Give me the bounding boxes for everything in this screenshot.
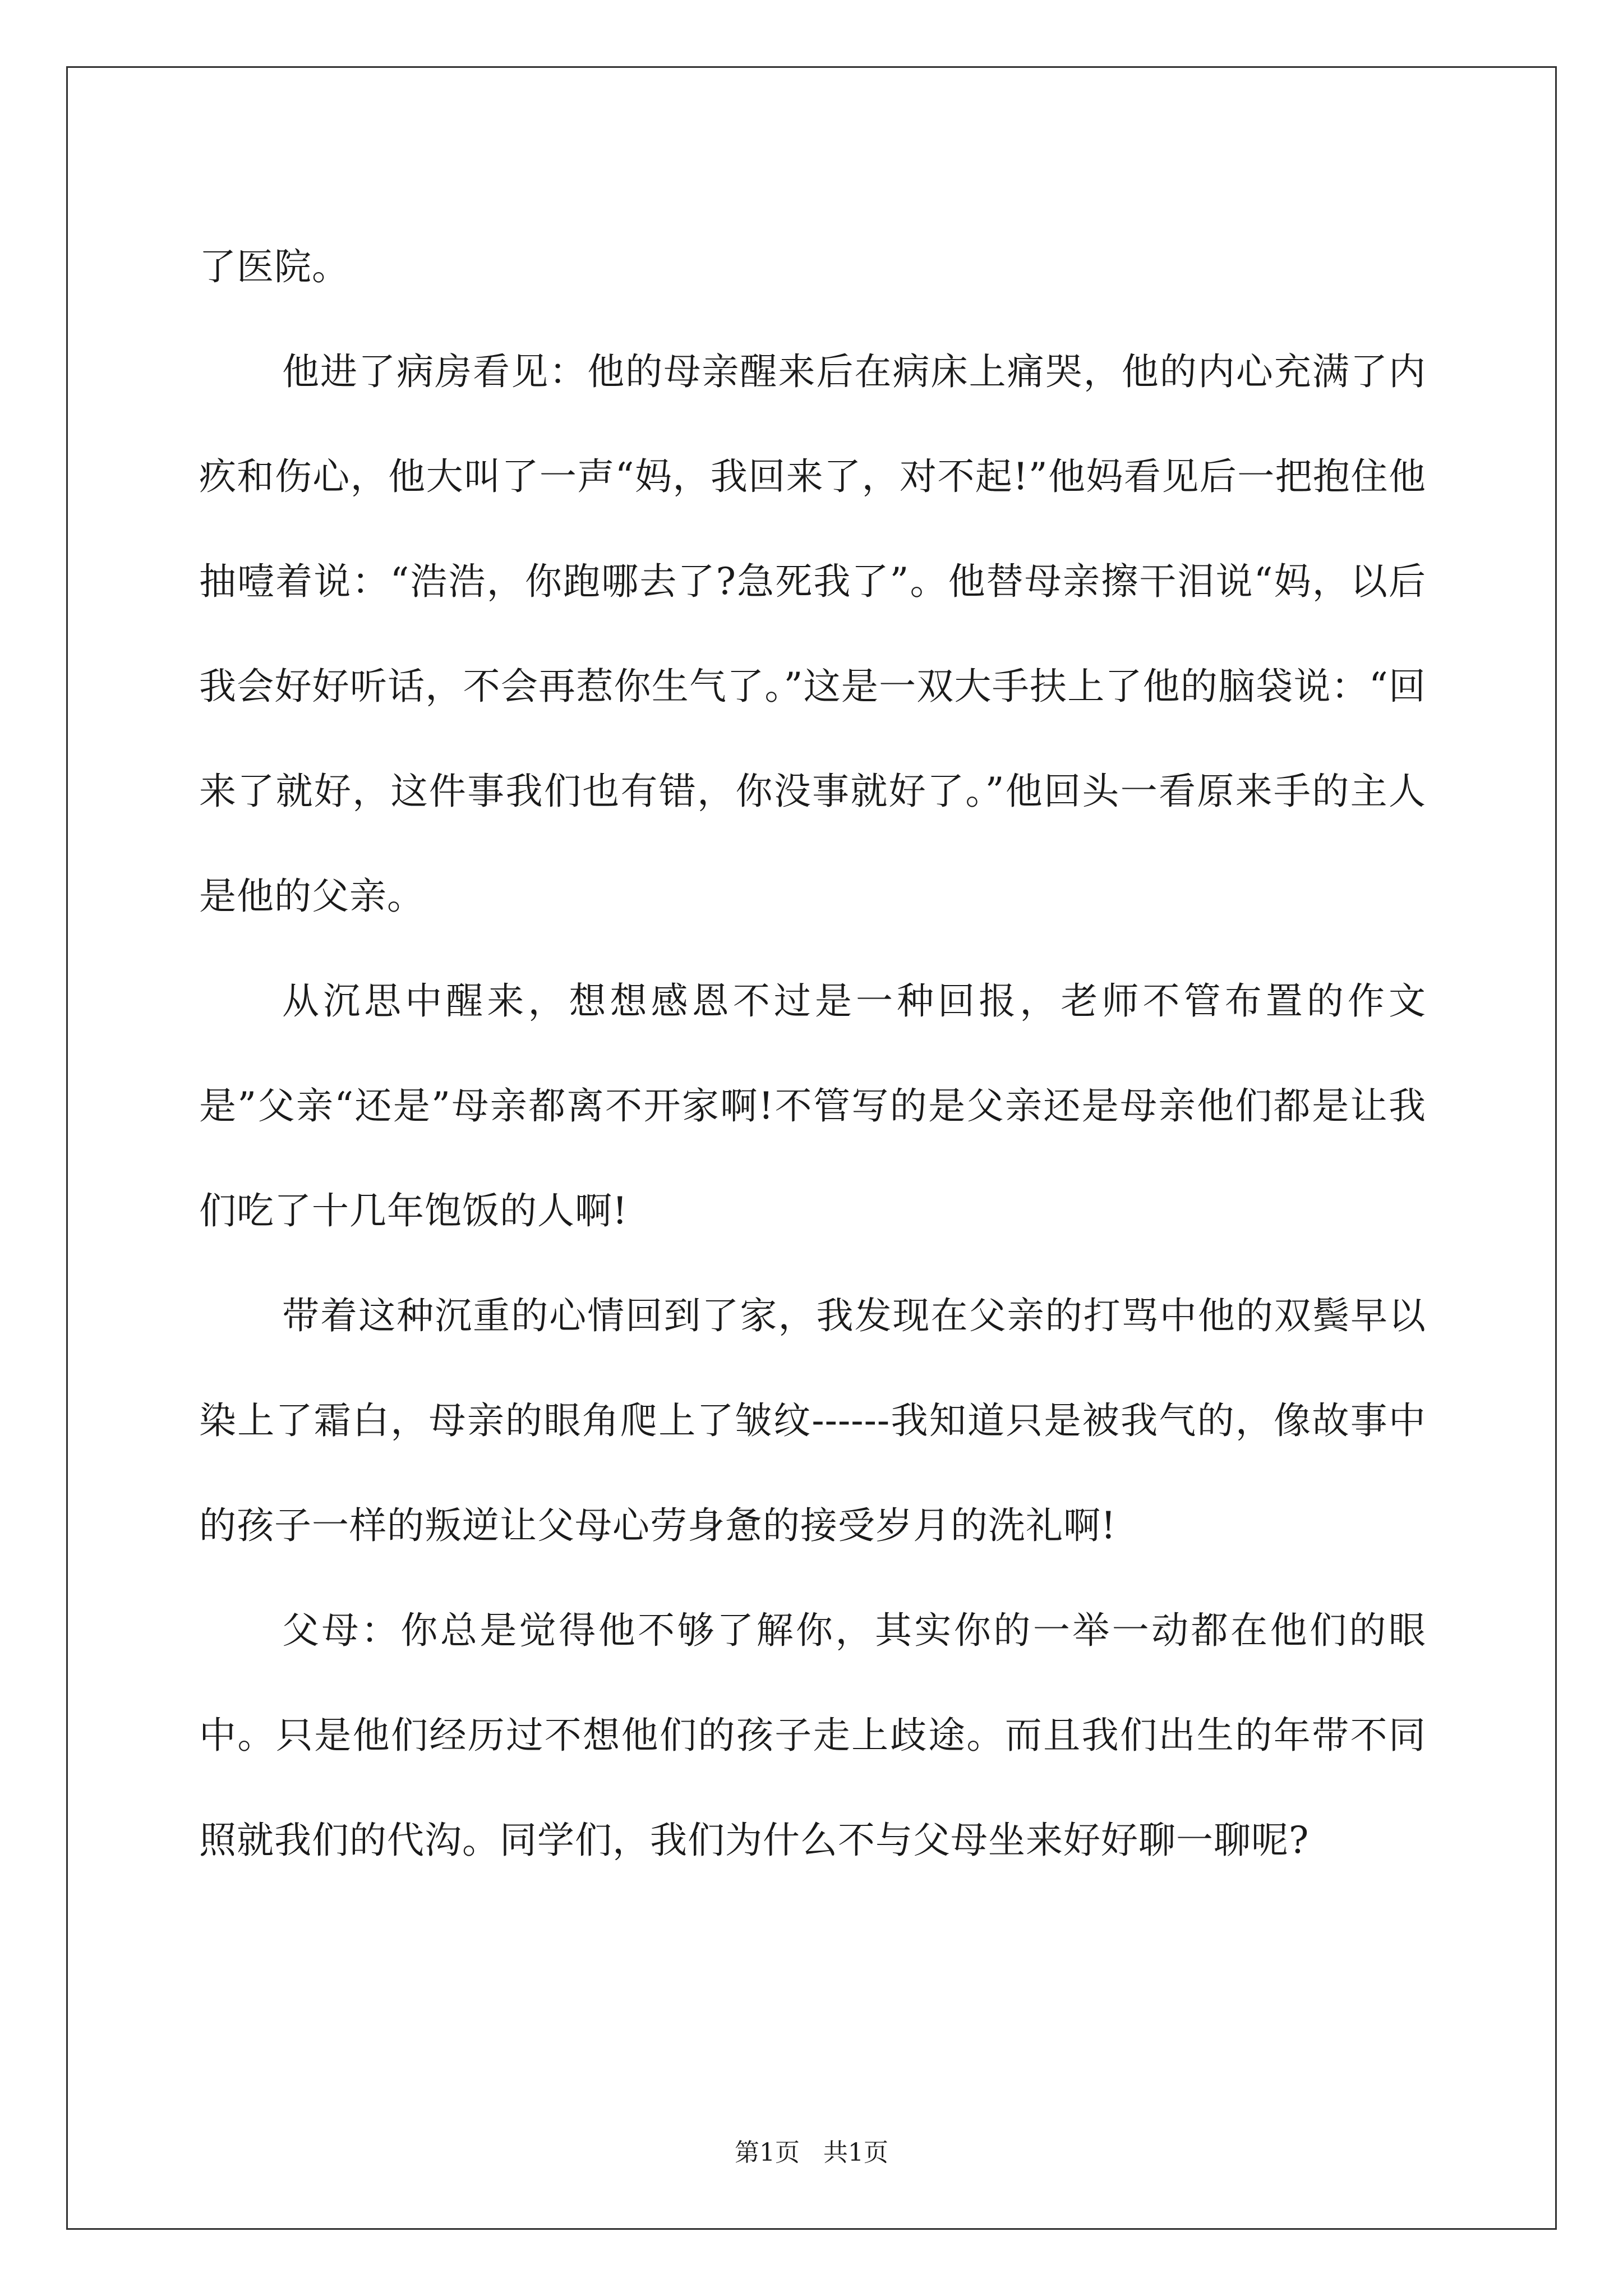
document-body <box>199 214 1426 1893</box>
paragraph-4: 带着这种沉重的心情回到了家，我发现在父亲的打骂中他的双鬓早以染上了霜白，母亲的眼角爬上了皱纹------我知道只是被我气的，像故事中的孩子一样的叛逆让父母心劳身惫的接受岁月的洗礼啊! <box>199 1294 1426 1547</box>
paragraph-3: 从沉思中醒来，想想感恩不过是一种回报，老师不管布置的作文是”父亲“还是”母亲都离不开家啊!不管写的是父亲还是母亲他们都是让我们吃了十几年饱饭的人啊! <box>199 979 1426 1232</box>
page-number-current: 第1页 <box>735 2138 800 2167</box>
page-footer <box>0 2136 1623 2170</box>
paragraph-1: 了医院。 <box>199 245 349 288</box>
paragraph-2: 他进了病房看见：他的母亲醒来后在病床上痛哭，他的内心充满了内疚和伤心，他大叫了一声“妈，我回来了，对不起!”他妈看见后一把抱住他抽噎着说：“浩浩，你跑哪去了?急死我了”。他替母亲擦干泪说“妈，以后我会好好听话，不会再惹你生气了。”这是一双大手扶上了他的脑袋说：“回来了就好，这件事我们也有错，你没事就好了。”他回头一看原来手的主人是他的父亲。 <box>199 350 1426 918</box>
page-number-total: 共1页 <box>823 2138 888 2167</box>
footer-separator <box>800 2138 823 2167</box>
paragraph-5: 父母：你总是觉得他不够了解你，其实你的一举一动都在他们的眼中。只是他们经历过不想他们的孩子走上歧途。而且我们出生的年带不同照就我们的代沟。同学们，我们为什么不与父母坐来好好聊一聊呢? <box>199 1609 1426 1862</box>
